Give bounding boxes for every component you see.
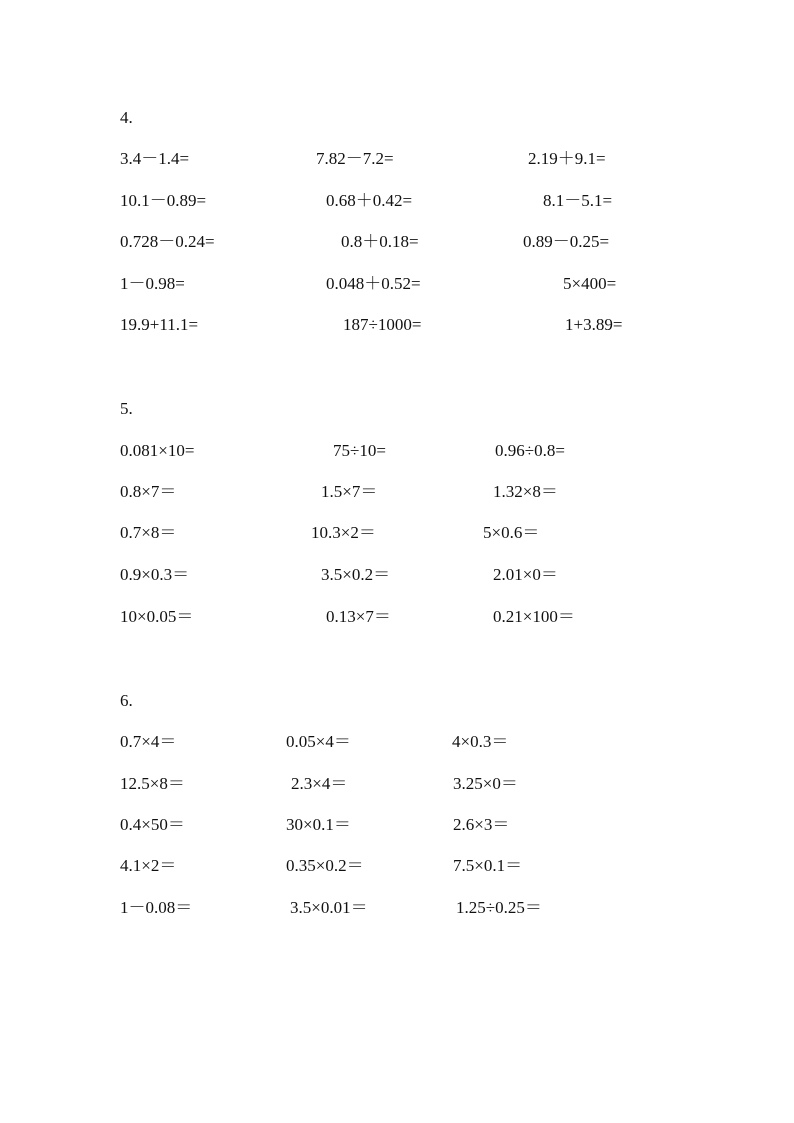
problem-5-3-2: 10.3×2＝ [311,523,376,542]
problem-4-2-2: 0.68＋0.42= [326,191,413,210]
problem-4-5-1: 19.9+11.1= [120,315,199,334]
problem-6-2-2: 2.3×4＝ [291,774,348,793]
problem-5-1-1: 0.081×10= [120,441,195,460]
problem-6-3-2: 30×0.1＝ [286,815,351,834]
problem-6-1-1: 0.7×4＝ [120,732,177,751]
problem-5-3-1: 0.7×8＝ [120,523,177,542]
problem-4-2-3: 8.1－5.1= [543,191,613,210]
problem-5-2-3: 1.32×8＝ [493,482,558,501]
section-5-number: 5. [120,399,133,418]
problem-5-1-3: 0.96÷0.8= [495,441,565,460]
problem-6-5-1: 1－0.08＝ [120,898,193,917]
problem-6-2-3: 3.25×0＝ [453,774,518,793]
problem-5-5-2: 0.13×7＝ [326,607,391,626]
problem-4-3-3: 0.89－0.25= [523,232,610,251]
problem-6-3-3: 2.6×3＝ [453,815,510,834]
problem-5-4-1: 0.9×0.3＝ [120,565,190,584]
problem-4-1-1: 3.4－1.4= [120,149,190,168]
problem-6-4-3: 7.5×0.1＝ [453,856,523,875]
problem-6-2-1: 12.5×8＝ [120,774,185,793]
section-4-number: 4. [120,108,133,127]
problem-4-1-2: 7.82－7.2= [316,149,394,168]
problem-6-4-2: 0.35×0.2＝ [286,856,364,875]
problem-6-4-1: 4.1×2＝ [120,856,177,875]
problem-5-2-1: 0.8×7＝ [120,482,177,501]
problem-5-5-3: 0.21×100＝ [493,607,575,626]
problem-4-5-2: 187÷1000= [343,315,422,334]
problem-4-3-1: 0.728－0.24= [120,232,215,251]
problem-4-5-3: 1+3.89= [565,315,623,334]
problem-5-5-1: 10×0.05＝ [120,607,194,626]
problem-5-2-2: 1.5×7＝ [321,482,378,501]
problem-5-4-2: 3.5×0.2＝ [321,565,391,584]
problem-6-3-1: 0.4×50＝ [120,815,185,834]
problem-6-1-3: 4×0.3＝ [452,732,509,751]
problem-6-5-2: 3.5×0.01＝ [290,898,368,917]
problem-4-2-1: 10.1－0.89= [120,191,207,210]
section-6-number: 6. [120,691,133,710]
problem-4-4-1: 1－0.98= [120,274,185,293]
problem-6-5-3: 1.25÷0.25＝ [456,898,542,917]
problem-6-1-2: 0.05×4＝ [286,732,351,751]
problem-5-4-3: 2.01×0＝ [493,565,558,584]
problem-4-4-3: 5×400= [563,274,617,293]
problem-5-1-2: 75÷10= [333,441,386,460]
problem-4-4-2: 0.048＋0.52= [326,274,421,293]
problem-5-3-3: 5×0.6＝ [483,523,540,542]
problem-4-1-3: 2.19＋9.1= [528,149,606,168]
problem-4-3-2: 0.8＋0.18= [341,232,419,251]
